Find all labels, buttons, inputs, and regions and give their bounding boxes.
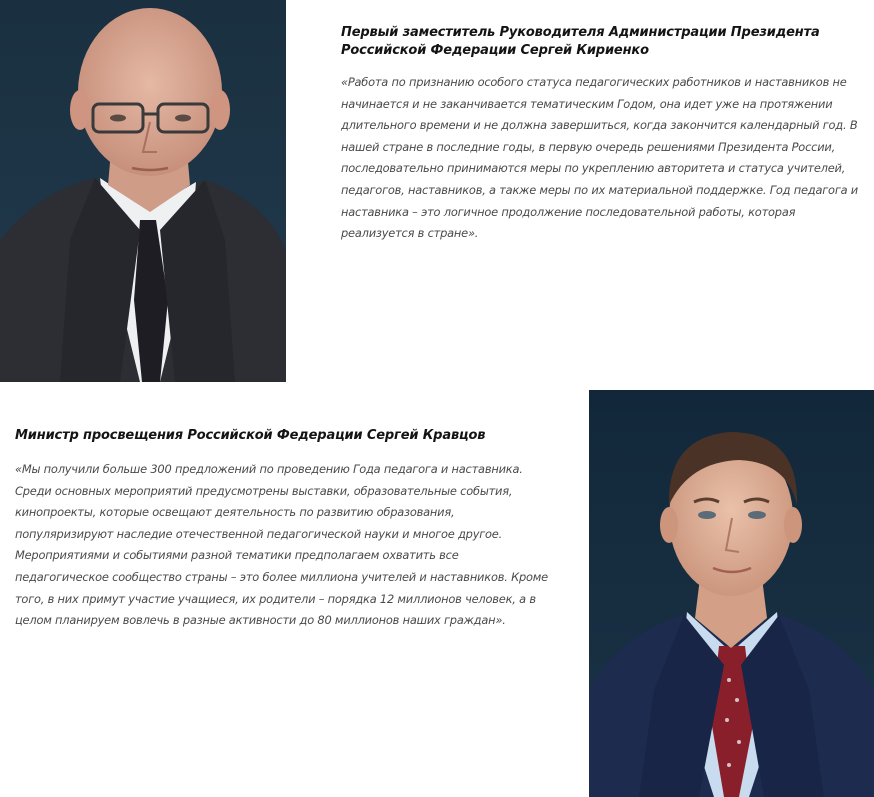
quote-text-kravtsov: «Мы получили больше 300 предложений по проведению Года педагога и наставника. Среди основных мероприятий предусмотрены выставки, образовательные события, кинопроекты, которые освещают деятельность по развитию образования, популяризируют наследие отечественной педагогической науки и многое другое. Мероприятиями и событиями разной тематики предполагаем охватить все педагогическое сообщество страны – это более миллиона учителей и наставников. Кроме того, в них примут участие учащиеся, их родители – порядка 12 миллионов человек, а в целом планируем вовлечь в разные активности до 80 миллионов наших граждан».	[15, 462, 548, 628]
speaker-title-kirienko: Первый заместитель Руководителя Администрации Президента Российской Федерации Сергей Кириенко	[341, 25, 820, 58]
quote-block-kirienko	[341, 24, 861, 245]
speaker-title-kravtsov: Министр просвещения Российской Федерации Сергей Кравцов	[15, 428, 486, 443]
quote-text-kirienko: «Работа по признанию особого статуса педагогических работников и наставников не начинается и не заканчивается тематическим Годом, она идет уже на протяжении длительного времени и не должна завершиться, когда закончится календарный год. В нашей стране в последние годы, в первую очередь решениями Президента России, последовательно принимаются меры по укреплению авторитета и статуса учителей, педагогов, наставников, а также меры по их материальной поддержке. Год педагога и наставника – это логичное продолжение последовательной работы, которая реализуется в стране».	[341, 75, 859, 241]
portrait-kravtsov	[589, 390, 874, 797]
portrait-kirienko-image	[0, 0, 286, 382]
quote-block-kravtsov	[15, 427, 555, 632]
portrait-kirienko	[0, 0, 286, 382]
portrait-kravtsov-image	[589, 390, 874, 797]
